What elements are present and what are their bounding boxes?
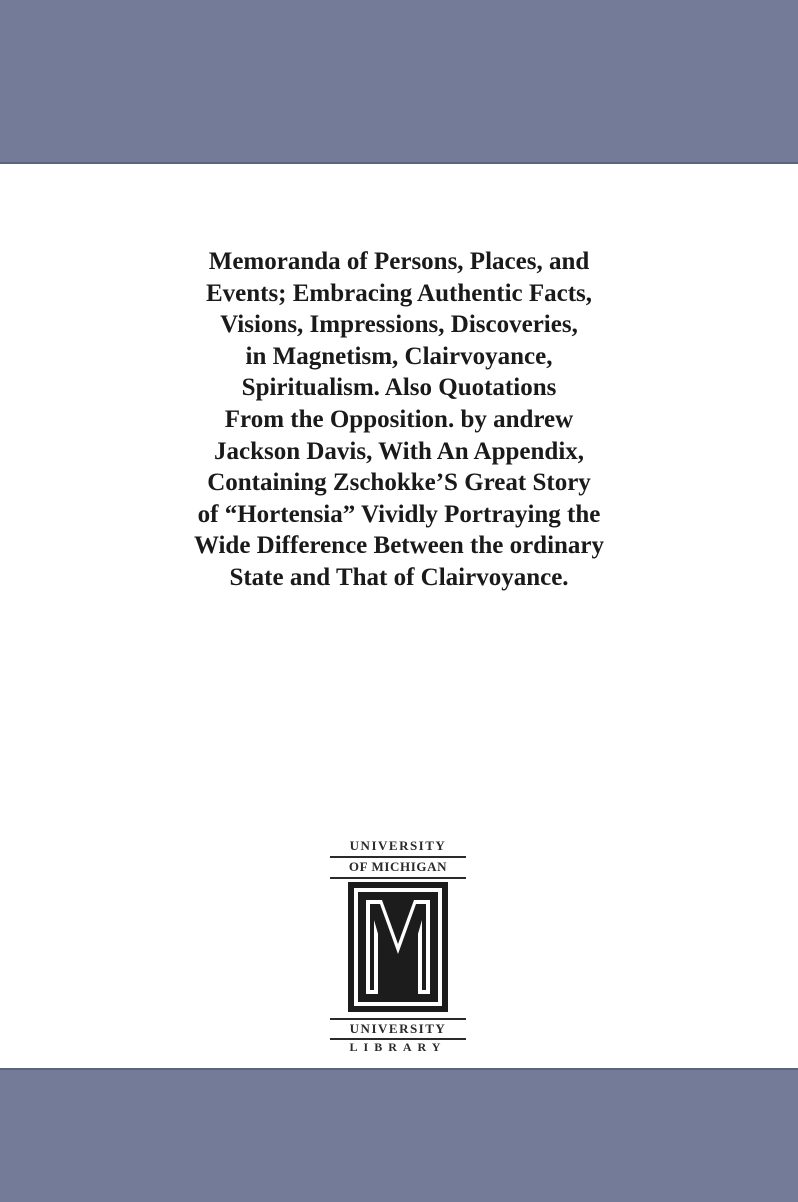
block-m-seal-icon — [348, 882, 448, 1012]
title-line: Memoranda of Persons, Places, and — [208, 248, 590, 275]
title-line: Spiritualism. Also Quotations — [241, 374, 557, 402]
logo-divider — [330, 1018, 466, 1020]
title-line: Wide Difference Between the ordinary — [193, 532, 605, 560]
university-library-logo — [330, 838, 466, 1054]
logo-text-university: UNIVERSITY — [349, 838, 447, 853]
title-line: Containing Zschokke’S Great Story — [207, 469, 591, 497]
logo-text-of-michigan: OF MICHIGAN — [348, 859, 448, 874]
title-line: Jackson Davis, With An Appendix, — [213, 437, 585, 465]
title-line: in Magnetism, Clairvoyance, — [245, 342, 553, 370]
title-line: of “Hortensia” Vividly Portraying the — [197, 500, 601, 528]
logo-text-university-bottom: UNIVERSITY — [349, 1021, 447, 1036]
title-line: From the Opposition. by andrew — [224, 405, 574, 433]
logo-divider — [330, 856, 466, 858]
top-color-band — [0, 0, 798, 164]
title-line: Events; Embracing Authentic Facts, — [205, 279, 593, 307]
title-line: State and That of Clairvoyance. — [229, 563, 569, 591]
bottom-color-band — [0, 1068, 798, 1202]
logo-divider — [330, 877, 466, 879]
title-line: Visions, Impressions, Discoveries, — [220, 311, 578, 339]
book-title — [40, 246, 758, 594]
logo-text-library: LIBRARY — [349, 1040, 447, 1054]
